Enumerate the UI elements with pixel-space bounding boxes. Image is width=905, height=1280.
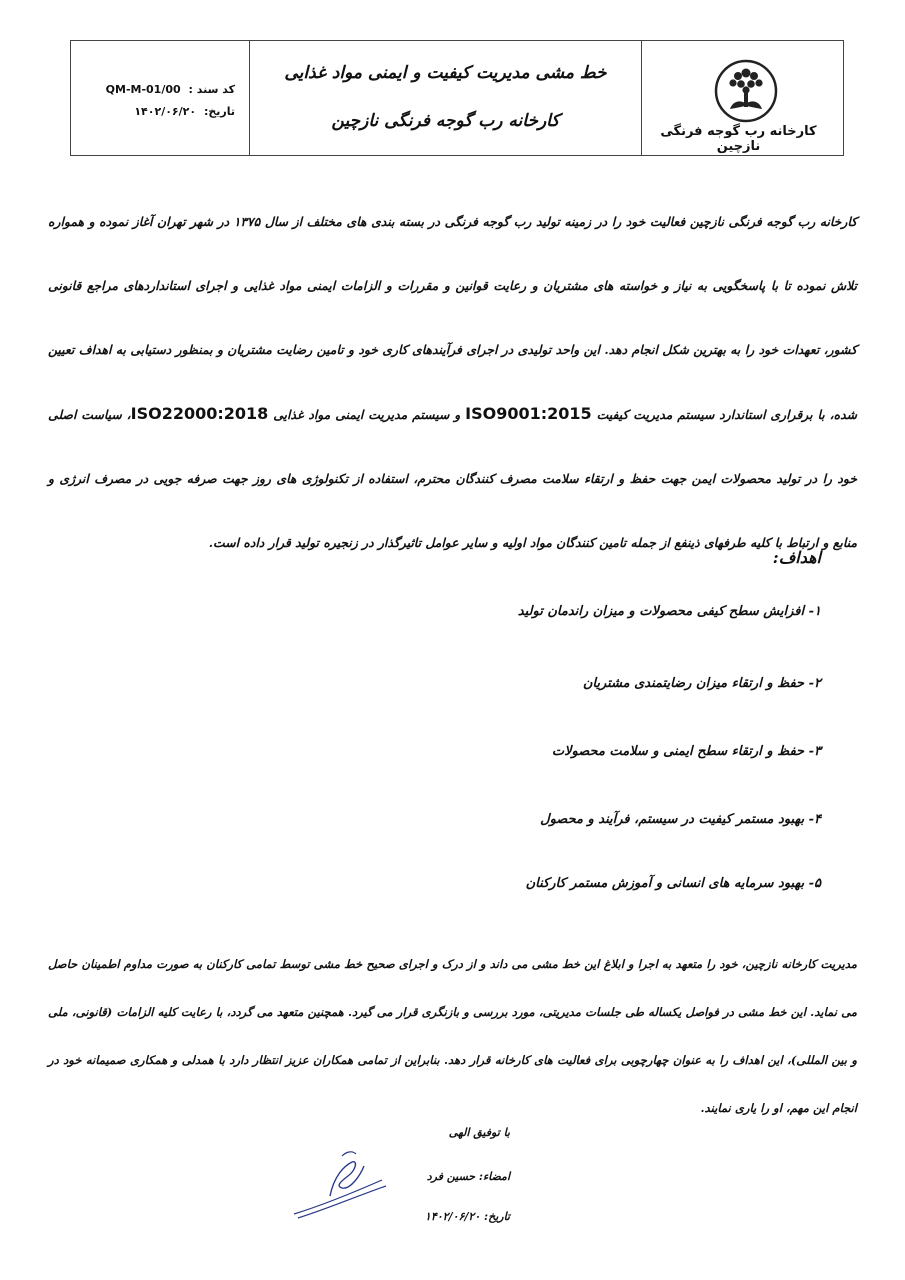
goals-heading: اهداف: (772, 548, 821, 567)
goal-item: ۲- حفظ و ارتقاء میزان رضایتمندی مشتریان (582, 676, 821, 691)
policy-text-part1: کارخانه رب گوجه فرنگی نازچین فعالیت خود را در زمینه تولید رب گوجه فرنگی در بسته بندی های مختلف از سال ۱۳۷۵ در شهر تهران آغاز نموده و همواره تلاش نموده تا با پاسخگویی به نیاز و خواسته های مشتریان و رعایت قوانین و مقررات و الزامات ایمنی مواد غذایی و اجرای استانداردهای مراجع قانونی کشور، تعهدات خود را به بهترین شکل انجام دهد. این واحد تولیدی در اجرای فرآیندهای کاری خود و تامین رضایت مشتریان و بمنظور دستیابی به اهداف تعیین شده، با برقراری استاندارد سیستم مدیریت کیفیت (48, 214, 858, 422)
goal-item: ۵- بهبود سرمایه های انسانی و آموزش مستمر کارکنان (525, 876, 821, 891)
flower-emblem-icon (714, 59, 778, 123)
goal-item: ۳- حفظ و ارتقاء سطح ایمنی و سلامت محصولات (551, 744, 821, 759)
handwritten-signature (290, 1136, 390, 1226)
signature-date: تاریخ: ۱۴۰۲/۰۶/۲۰ (424, 1210, 510, 1223)
policy-text-part2: و سیستم مدیریت ایمنی مواد غذایی (273, 407, 461, 422)
signature-signer: امضاء: حسین فرد (426, 1170, 510, 1183)
document-header (70, 40, 844, 156)
logo-cell (641, 41, 843, 155)
doc-code-value: QM-M-01/00 (105, 83, 181, 96)
document-title: خط مشی مدیریت کیفیت و ایمنی مواد غذایی (284, 63, 607, 83)
policy-text-part3: ، سیاست اصلی خود را در تولید محصولات ایمن جهت حفظ و ارتقاء سلامت مصرف کنندگان محترم، استفاده از تکنولوژی های روز جهت صرفه جویی در مصرف انرژی و منابع و ارتباط با کلیه طرفهای ذینفع از جمله تامین کنندگان مواد اولیه و سایر عوامل تاثیرگذار در زنجیره تولید قرار داده است. (48, 407, 857, 550)
title-cell (249, 41, 641, 155)
document-subtitle: کارخانه رب گوجه فرنگی نازچین (331, 111, 560, 131)
doc-code (106, 83, 235, 96)
doc-date (134, 105, 235, 118)
iso9001-label: ISO9001:2015 (465, 404, 592, 423)
closing-paragraph: مدیریت کارخانه نازچین، خود را متعهد به اجرا و ابلاغ این خط مشی می داند و از درک و اجرای صحیح خط مشی توسط تمامی کارکنان به صورت مداوم اطمینان حاصل می نماید. این خط مشی در فواصل یکساله طی جلسات مدیریتی، مورد بررسی و بازنگری قرار می گیرد. همچنین متعهد می گردد، با رعایت کلیه الزامات (قانونی، ملی و بین المللی)، این اهداف را به عنوان چهارچوبی برای فعالیت های کارخانه قرار دهد. بنابراین از تمامی همکاران عزیز انتظار دارد با همدلی و همکاری صمیمانه خود در انجام این مهم، او را یاری نمایند. (48, 957, 857, 1115)
factory-name: کارخانه رب گوجه فرنگی نازچین (660, 124, 817, 154)
doc-code-label: کد سند : (188, 83, 235, 96)
signature-greeting: با توفیق الهی (448, 1126, 510, 1139)
goal-item: ۱- افزایش سطح کیفی محصولات و میزان راندمان تولید (517, 604, 821, 619)
iso22000-label: ISO22000:2018 (130, 404, 269, 423)
doc-date-value: ۱۴۰۲/۰۶/۲۰ (134, 105, 197, 118)
goal-item: ۴- بهبود مستمر کیفیت در سیستم، فرآیند و محصول (540, 812, 821, 827)
signature-block (290, 1126, 510, 1236)
policy-paragraph (48, 190, 857, 575)
doc-date-label: تاریخ: (203, 105, 235, 118)
doc-info-cell (71, 41, 249, 155)
